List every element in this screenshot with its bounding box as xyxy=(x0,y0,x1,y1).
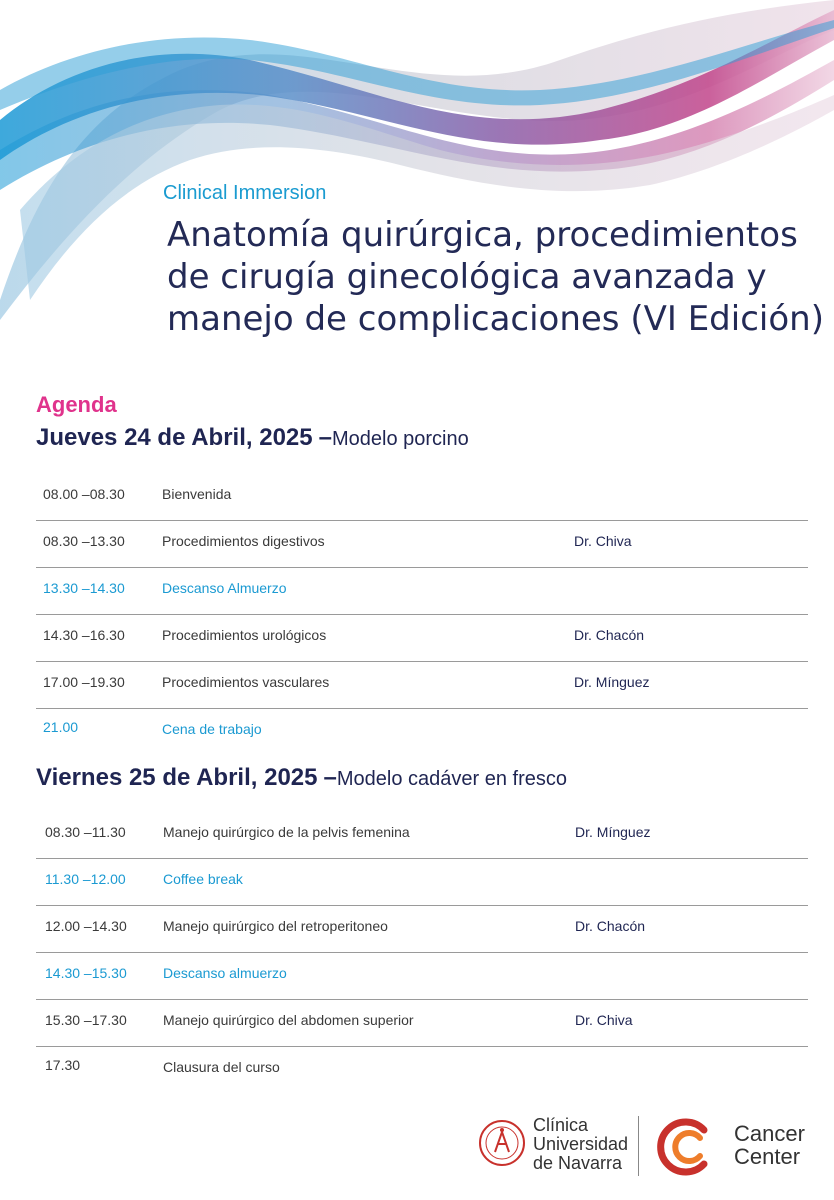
row-time: 08.30 –13.30 xyxy=(43,533,125,549)
schedule-row-break xyxy=(36,568,808,615)
agenda-label: Agenda xyxy=(36,392,117,417)
row-time: 14.30 –15.30 xyxy=(45,965,127,981)
page-title: Anatomía quirúrgica, procedimientos de cirugía ginecológica avanzada y manejo de complicaciones (VI Edición) xyxy=(167,215,824,339)
row-time: 13.30 –14.30 xyxy=(43,580,125,596)
day-heading-2 xyxy=(36,764,567,792)
schedule-row-break xyxy=(36,953,808,1000)
row-time: 11.30 –12.00 xyxy=(45,871,126,887)
day-dash: – xyxy=(323,764,337,791)
schedule-row xyxy=(36,521,808,568)
cancer-center-text xyxy=(734,1122,805,1168)
row-activity: Procedimientos urológicos xyxy=(162,627,327,643)
row-activity: Bienvenida xyxy=(162,486,232,502)
row-speaker: Dr. Chacón xyxy=(575,918,646,934)
schedule-table-day-1 xyxy=(36,474,808,755)
row-activity: Manejo quirúrgico del abdomen superior xyxy=(163,1012,414,1028)
row-activity: Descanso almuerzo xyxy=(163,965,287,981)
row-activity: Cena de trabajo xyxy=(162,721,262,737)
row-time: 15.30 –17.30 xyxy=(45,1012,127,1028)
cc-line-2: Center xyxy=(734,1144,801,1169)
row-time: 17.30 xyxy=(45,1057,81,1073)
schedule-row xyxy=(36,662,808,709)
row-activity: Manejo quirúrgico del retroperitoneo xyxy=(163,918,388,934)
row-time: 17.00 –19.30 xyxy=(43,674,125,690)
row-speaker: Dr. Chacón xyxy=(574,627,645,643)
schedule-row xyxy=(36,615,808,662)
cun-line-1: Clínica xyxy=(533,1115,589,1135)
schedule-table-day-2 xyxy=(36,812,808,1093)
row-speaker: Dr. Chiva xyxy=(575,1012,633,1028)
row-time: 12.00 –14.30 xyxy=(45,918,127,934)
schedule-row xyxy=(36,474,808,521)
kicker-label: Clinical Immersion xyxy=(163,182,327,204)
row-activity: Coffee break xyxy=(163,871,243,887)
day-heading-1 xyxy=(36,424,469,452)
cun-logo-text xyxy=(533,1116,628,1173)
row-time: 08.30 –11.30 xyxy=(45,824,126,840)
day-date: Jueves 24 de Abril, 2025 xyxy=(36,424,313,451)
row-activity: Manejo quirúrgico de la pelvis femenina xyxy=(163,824,410,840)
schedule-row xyxy=(36,1047,808,1093)
row-speaker: Dr. Mínguez xyxy=(575,824,651,840)
day-model: Modelo cadáver en fresco xyxy=(336,768,567,790)
row-speaker: Dr. Mínguez xyxy=(574,674,650,690)
cun-line-2: Universidad xyxy=(533,1134,629,1154)
university-seal-icon xyxy=(478,1110,526,1176)
schedule-row xyxy=(36,906,808,953)
schedule-row xyxy=(36,1000,808,1047)
day-date: Viernes 25 de Abril, 2025 xyxy=(36,764,318,791)
cancer-center-logo-icon xyxy=(652,1114,718,1180)
row-activity: Descanso Almuerzo xyxy=(162,580,287,596)
row-activity: Procedimientos digestivos xyxy=(162,533,325,549)
schedule-row-break xyxy=(36,859,808,906)
row-activity: Clausura del curso xyxy=(163,1059,280,1075)
logo-divider xyxy=(638,1116,639,1176)
row-time: 21.00 xyxy=(43,719,79,735)
row-activity: Procedimientos vasculares xyxy=(162,674,330,690)
cc-line-1: Cancer xyxy=(734,1121,805,1146)
row-time: 14.30 –16.30 xyxy=(43,627,125,643)
schedule-row xyxy=(36,812,808,859)
schedule-row-dinner xyxy=(36,709,808,755)
day-model: Modelo porcino xyxy=(331,428,469,450)
day-dash: – xyxy=(318,424,332,451)
row-time: 08.00 –08.30 xyxy=(43,486,125,502)
row-speaker: Dr. Chiva xyxy=(574,533,632,549)
footer-logos xyxy=(478,1110,818,1180)
cun-line-3: de Navarra xyxy=(533,1153,623,1173)
